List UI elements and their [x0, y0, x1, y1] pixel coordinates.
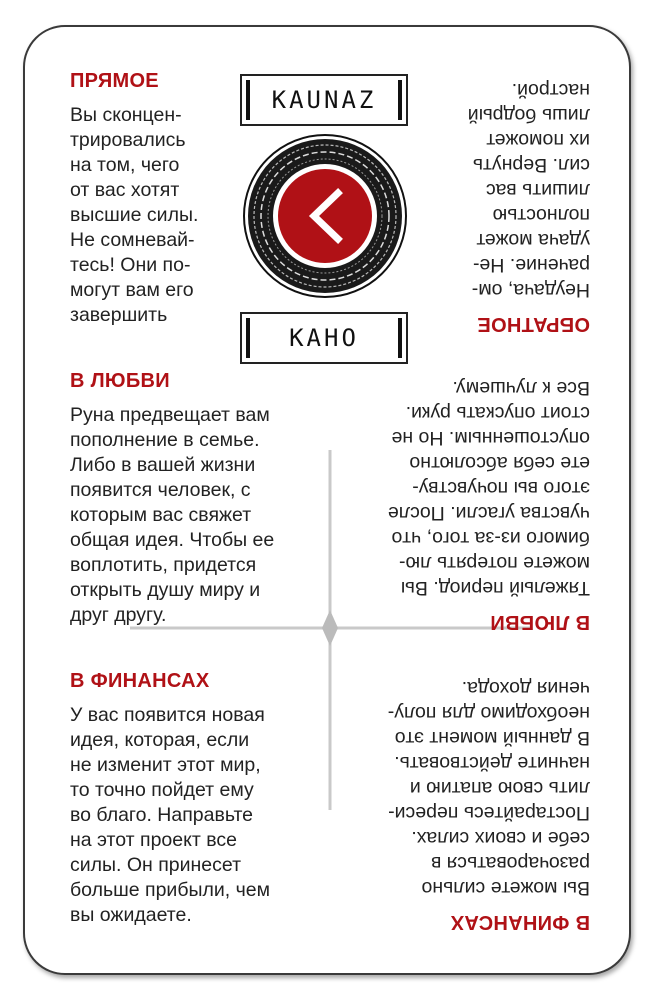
- reversed-finance-section: [345, 668, 590, 933]
- reversed-love-text: Тяжелый период. Вы можете потерять лю- бимого из-за того, что чувства угасли. После этого вы почувству- ете себя абсолютно опустошенным. Но не стоит опускать руки. Все к лучшему.: [387, 377, 590, 599]
- reversed-text: Неудача, ом- рачение. Не- удача может полностью лишить вас сил. Вернуть их поможет лишь бодрый настрой.: [467, 79, 590, 301]
- upright-love-heading: В ЛЮБВИ: [70, 370, 170, 392]
- rune-emblem: [242, 133, 408, 299]
- upright-heading: ПРЯМОЕ: [70, 70, 159, 92]
- rune-latin-name: KAUNAZ: [271, 86, 377, 114]
- reversed-love-heading: В ЛЮБВИ: [490, 611, 590, 633]
- reversed-heading: ОБРАТНОЕ: [477, 313, 590, 335]
- upright-love-text: Руна предвещает вам пополнение в семье. Либо в вашей жизни появится человек, с которым вас свяжет общая идея. Чтобы ее воплотить, придется открыть душу миру и друг другу.: [70, 404, 275, 626]
- upright-text: Вы сконцен- трировались на том, чего от вас хотят высшие силы. Не сомневай- тесь! Они по- могут вам его завершить: [70, 104, 199, 326]
- rune-russian-name: КАНО: [289, 324, 359, 352]
- reversed-finance-heading: В ФИНАНСАХ: [450, 911, 590, 933]
- rune-latin-name-box: [240, 74, 408, 126]
- rune-russian-name-box: [240, 312, 408, 364]
- reversed-section: [430, 70, 590, 335]
- upright-section: [70, 70, 240, 328]
- upright-finance-text: У вас появится новая идея, которая, если не изменит этот мир, то точно пойдет ему во благо. Направьте на этот проект все силы. Он принесет больше прибыли, чем вы ожидаете.: [70, 704, 271, 926]
- upright-finance-heading: В ФИНАНСАХ: [70, 670, 210, 692]
- reversed-finance-text: Вы можете сильно разочароваться в себе и своих силах. Постарайтесь переси- лить свою апатию и начните действовать. В данный момент это необходимо для полу- чения дохода.: [387, 677, 590, 899]
- reversed-love-section: [345, 368, 590, 633]
